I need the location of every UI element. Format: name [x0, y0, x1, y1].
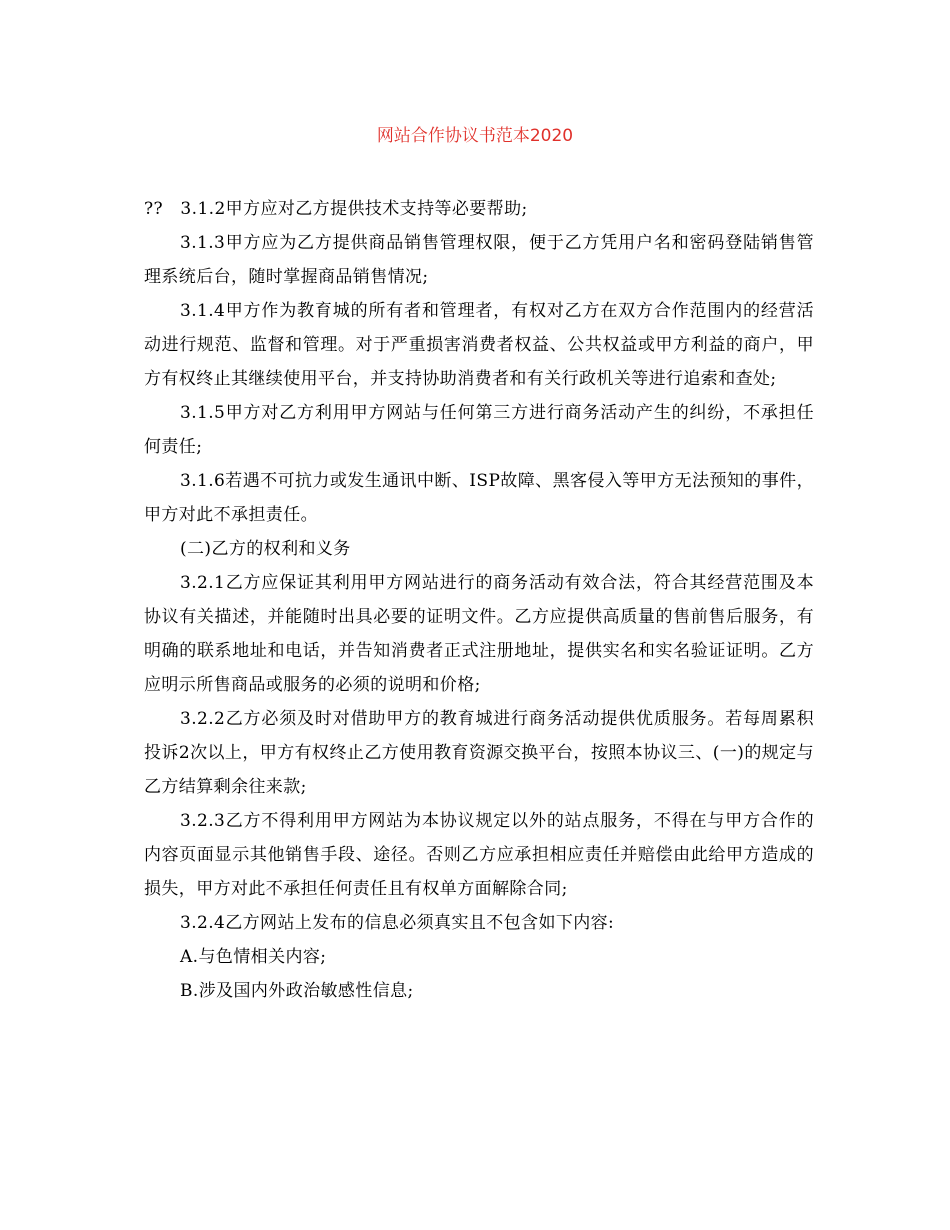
paragraph-3-1-3: 3.1.3甲方应为乙方提供商品销售管理权限，便于乙方凭用户名和密码登陆销售管理系统后台，随时掌握商品销售情况; [144, 233, 814, 287]
section-heading-party-b-rights: (二)乙方的权利和义务 [180, 539, 351, 559]
paragraph-3-2-1: 3.2.1乙方应保证其利用甲方网站进行的商务活动有效合法，符合其经营范围及本协议有关描述，并能随时出具必要的证明文件。乙方应提供高质量的售前售后服务，有明确的联系地址和电话，并告知消费者正式注册地址，提供实名和实名验证证明。乙方应明示所售商品或服务的必须的说明和价格; [144, 573, 814, 695]
document-body [144, 192, 814, 1008]
list-item-a: A.与色情相关内容; [180, 947, 327, 967]
paragraph-3-1-5: 3.1.5甲方对乙方利用甲方网站与任何第三方进行商务活动产生的纠纷，不承担任何责任; [144, 403, 814, 457]
paragraph-3-1-4: 3.1.4甲方作为教育城的所有者和管理者，有权对乙方在双方合作范围内的经营活动进行规范、监督和管理。对于严重损害消费者权益、公共权益或甲方利益的商户，甲方有权终止其继续使用平台，并支持协助消费者和有关行政机关等进行追索和查处; [144, 301, 814, 389]
list-item-b: B.涉及国内外政治敏感性信息; [180, 981, 414, 1001]
paragraph-3-2-4: 3.2.4乙方网站上发布的信息必须真实且不包含如下内容: [180, 913, 615, 933]
paragraph-3-1-6: 3.1.6若遇不可抗力或发生通讯中断、ISP故障、黑客侵入等甲方无法预知的事件，甲方对此不承担责任。 [144, 471, 814, 525]
paragraph-3-2-2: 3.2.2乙方必须及时对借助甲方的教育城进行商务活动提供优质服务。若每周累积投诉2次以上，甲方有权终止乙方使用教育资源交换平台，按照本协议三、(一)的规定与乙方结算剩余往来款; [144, 709, 814, 797]
paragraph-3-2-3: 3.2.3乙方不得利用甲方网站为本协议规定以外的站点服务，不得在与甲方合作的内容页面显示其他销售手段、途径。否则乙方应承担相应责任并赔偿由此给甲方造成的损失，甲方对此不承担任何责任且有权单方面解除合同; [144, 811, 814, 899]
paragraph-3-1-2: ?? 3.1.2甲方应对乙方提供技术支持等必要帮助; [144, 199, 528, 219]
document-title: 网站合作协议书范本2020 [376, 126, 574, 146]
